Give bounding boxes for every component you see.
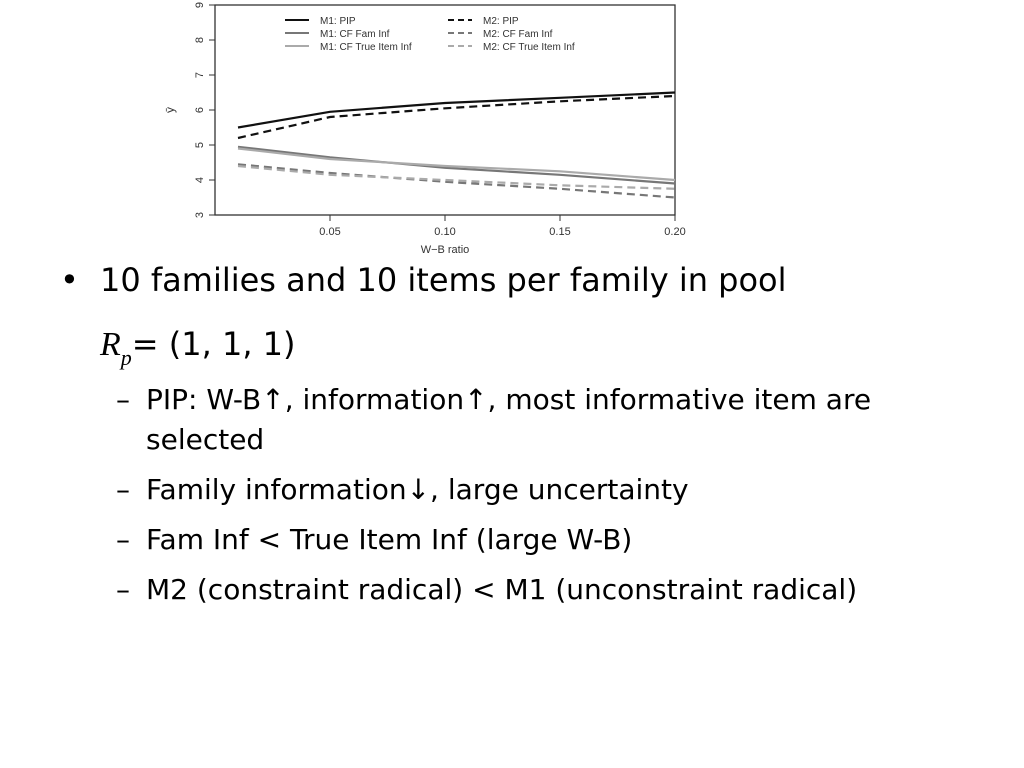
- sub-bullet-text: PIP: W-B↑, information↑, most informative item are selected: [146, 383, 872, 456]
- sub-bullet-text: Family information↓, large uncertainty: [146, 473, 689, 506]
- legend-label: M2: CF True Item Inf: [483, 42, 575, 53]
- rp-line: [60, 322, 1000, 370]
- rp-value: = (1, 1, 1): [131, 325, 296, 363]
- y-tick-label: 5: [194, 141, 206, 149]
- plot-frame: [215, 5, 675, 215]
- line-chart: [160, 0, 686, 258]
- sub-bullet-item: [60, 380, 966, 460]
- rp-subscript: p: [120, 345, 132, 370]
- sub-bullet-dash: –: [116, 523, 130, 556]
- sub-bullet-text: M2 (constraint radical) < M1 (unconstraint radical): [146, 573, 858, 606]
- sub-bullet-item: [60, 470, 966, 510]
- y-axis-label: ȳ: [163, 107, 177, 113]
- y-tick-label: 7: [194, 71, 206, 79]
- bullet-list: [60, 258, 1000, 610]
- legend-label: M2: CF Fam Inf: [483, 29, 553, 40]
- legend-label: M1: CF True Item Inf: [320, 42, 412, 53]
- bullet-dot: •: [60, 261, 79, 299]
- sub-bullet-item: [60, 570, 966, 610]
- rp-symbol: R: [100, 326, 121, 363]
- sub-bullet-text: Fam Inf < True Item Inf (large W-B): [146, 523, 633, 556]
- series-layer: [238, 93, 675, 198]
- legend-label: M1: CF Fam Inf: [320, 29, 390, 40]
- y-tick-label: 9: [194, 1, 206, 9]
- x-axis-label: W−B ratio: [420, 244, 470, 256]
- legend: [285, 16, 575, 53]
- sub-bullet-dash: –: [116, 383, 130, 416]
- x-tick-label: 0.10: [434, 226, 456, 238]
- legend-label: M2: PIP: [483, 16, 519, 27]
- y-tick-label: 3: [194, 211, 206, 219]
- sub-bullet-dash: –: [116, 573, 130, 606]
- x-tick-label: 0.05: [319, 226, 341, 238]
- bullet-main-text: 10 families and 10 items per family in pool: [100, 261, 787, 299]
- x-tick-label: 0.20: [664, 226, 686, 238]
- y-tick-label: 4: [194, 176, 206, 184]
- x-tick-label: 0.15: [549, 226, 571, 238]
- y-tick-label: 6: [194, 106, 206, 114]
- x-axis: [319, 215, 685, 238]
- sub-bullet-item: [60, 520, 966, 560]
- legend-label: M1: PIP: [320, 16, 356, 27]
- series-line-1: [238, 147, 675, 184]
- sub-bullet-dash: –: [116, 473, 130, 506]
- y-axis: [194, 2, 215, 218]
- bullet-item-main: [60, 258, 1000, 302]
- y-tick-label: 8: [194, 36, 206, 44]
